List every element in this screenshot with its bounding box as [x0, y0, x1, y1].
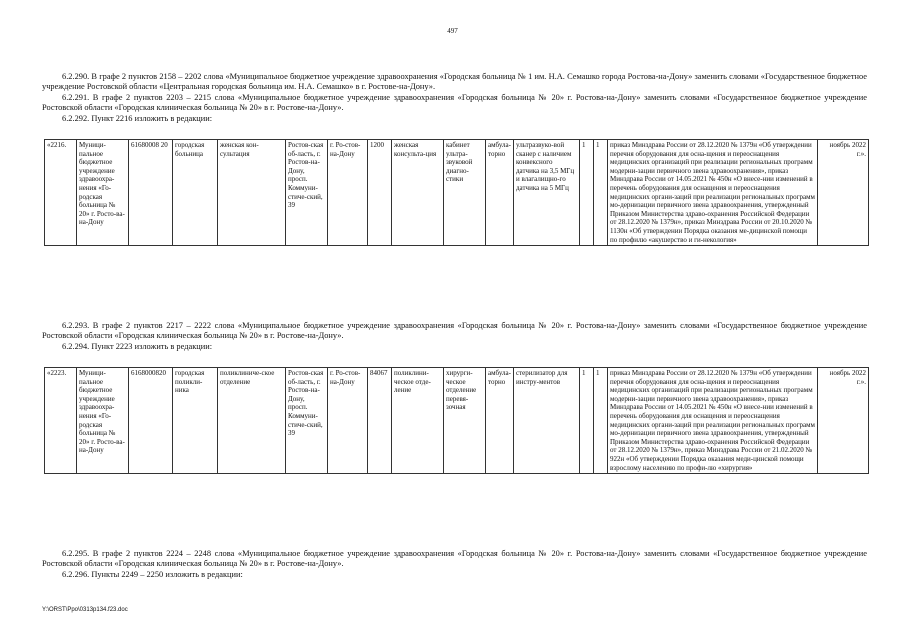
file-path-footer: Y:\ORST\Ppo\0313p134.f23.doc	[42, 607, 128, 613]
cell-equipment: ультразвуко-вой сканер с наличием конвексного датчика на 3,5 МГц и влагалищно-го датчика на 5 МГц	[514, 140, 580, 246]
table-item-2216	[44, 139, 869, 246]
cell-quantity-a: 1	[580, 140, 594, 246]
cell-unit: женская консульта-ция	[392, 140, 444, 246]
cell-deadline: ноябрь 2022 г.».	[818, 368, 869, 474]
cell-division: поликлиниче-ское отделение	[218, 368, 286, 474]
cell-room: кабинет ультра-звуковой диагно-стики	[444, 140, 486, 246]
cell-population: 1200	[368, 140, 392, 246]
cell-deadline: ноябрь 2022 г.».	[818, 140, 869, 246]
cell-locality: г. Ро-стов-на-Дону	[328, 368, 368, 474]
cell-division: женская кон-сультация	[218, 140, 286, 246]
paragraph-6-2-293: 6.2.293. В графе 2 пунктов 2217 – 2222 слова «Муниципальное бюджетное учреждение здравоохранения «Городская больница № 20» г. Ростова-на-Дону» заменить словами «Государственное бюджетное учреждение Ростовской области «Городская клиническая больница № 20» в г. Ростове-на-Дону».	[42, 321, 867, 341]
cell-organization: Муници-пальное бюджетное учреждение здравоохра-нения «Го-родская больница № 20» г. Росто-ва-на-Дону	[77, 368, 129, 474]
cell-equipment: стерилизатор для инстру-ментов	[514, 368, 580, 474]
table-row	[45, 368, 869, 474]
paragraph-6-2-291: 6.2.291. В графе 2 пунктов 2203 – 2215 слова «Муниципальное бюджетное учреждение здравоохранения «Городская больница № 20» г. Ростова-на-Дону» заменить словами «Государственное бюджетное учреждение Ростовской области «Городская клиническая больница № 20» в г. Ростове-на-Дону».	[42, 93, 867, 113]
cell-inn: 61680008 20	[129, 140, 173, 246]
cell-basis: приказ Минздрава России от 28.12.2020 № 1379н «Об утверждении перечня оборудования для осна-щения и переоснащения медицинских организаций при реализации региональных программ модерни-зации первичного звена здравоохранения», приказ Минздрава России от 14.05.2021 № 450н «О внесе-нии изменений в перечень оборудования для оснащения и переоснащения медицинских органи-заций при реализации региональных программ мо-дернизации первичного звена здравоохранения, утвержденный Приказом Министерства здраво-охранения Российской Федерации от 28.12.2020 № 1379н», приказ Минздрава России от 21.02.2020 № 922н «Об утверждении Порядка оказания меди-цинской помощи взрослому населению по профи-лю «хирургия»	[608, 368, 818, 474]
cell-unit: поликлини-ческое отде-ление	[392, 368, 444, 474]
paragraph-6-2-296: 6.2.296. Пункты 2249 – 2250 изложить в редакции:	[62, 570, 243, 579]
table-row	[45, 140, 869, 246]
cell-address: Ростов-ская об-ласть, г. Ростов-на-Дону, просп. Коммуни-стиче-ский, 39	[286, 368, 328, 474]
cell-quantity-b: 1	[594, 140, 608, 246]
cell-room: хирурги-ческое отделение перевя-зочная	[444, 368, 486, 474]
cell-facility-type: городская поликли-ника	[173, 368, 218, 474]
cell-facility-type: городская больница	[173, 140, 218, 246]
cell-inn: 6168000820	[129, 368, 173, 474]
cell-population: 84067	[368, 368, 392, 474]
cell-item-number: «2216.	[45, 140, 77, 246]
cell-organization: Муници-пальное бюджетное учреждение здравоохра-нения «Го-родская больница № 20» г. Росто-ва-на-Дону	[77, 140, 129, 246]
paragraph-6-2-292: 6.2.292. Пункт 2216 изложить в редакции:	[62, 114, 213, 123]
cell-address: Ростов-ская об-ласть, г. Ростов-на-Дону, просп. Коммуни-стиче-ский, 39	[286, 140, 328, 246]
paragraph-6-2-295: 6.2.295. В графе 2 пунктов 2224 – 2248 слова «Муниципальное бюджетное учреждение здравоохранения «Городская больница № 20» г. Ростова-на-Дону» заменить словами «Государственное бюджетное учреждение Ростовской области «Городская клиническая больница № 20» в г. Ростове-на-Дону».	[42, 549, 867, 569]
table-item-2223	[44, 367, 869, 474]
cell-basis: приказ Минздрава России от 28.12.2020 № 1379н «Об утверждении перечня оборудования для осна-щения и переоснащения медицинских организаций при реализации региональных программ модерни-зации первичного звена здравоохранения», приказ Минздрава России от 14.05.2021 № 450н «О внесе-нии изменений в перечень оборудования для оснащения и переоснащения медицинских органи-заций при реализации региональных программ мо-дернизации первичного звена здравоохранения, утвержденный Приказом Министерства здраво-охранения Российской Федерации от 28.12.2020 № 1379н», приказ Минздрава России от 20.10.2020 № 1130н «Об утверждении Порядка оказания ме-дицинской помощи по профилю «акушерство и ги-некология»	[608, 140, 818, 246]
cell-item-number: «2223.	[45, 368, 77, 474]
cell-care-form: амбула-торно	[486, 368, 514, 474]
cell-locality: г. Ро-стов-на-Дону	[328, 140, 368, 246]
paragraph-6-2-294: 6.2.294. Пункт 2223 изложить в редакции:	[62, 342, 213, 351]
cell-quantity-a: 1	[580, 368, 594, 474]
page-number: 497	[447, 27, 458, 35]
paragraph-6-2-290: 6.2.290. В графе 2 пунктов 2158 – 2202 слова «Муниципальное бюджетное учреждение здравоохранения «Городская больница № 1 им. Н.А. Семашко города Ростова-на-Дону» заменить словами «Государственное бюджетное учреждение Ростовской области «Центральная городская больница им. Н.А. Семашко» в г. Ростове-на-Дону».	[42, 72, 867, 92]
cell-quantity-b: 1	[594, 368, 608, 474]
cell-care-form: амбула-торно	[486, 140, 514, 246]
